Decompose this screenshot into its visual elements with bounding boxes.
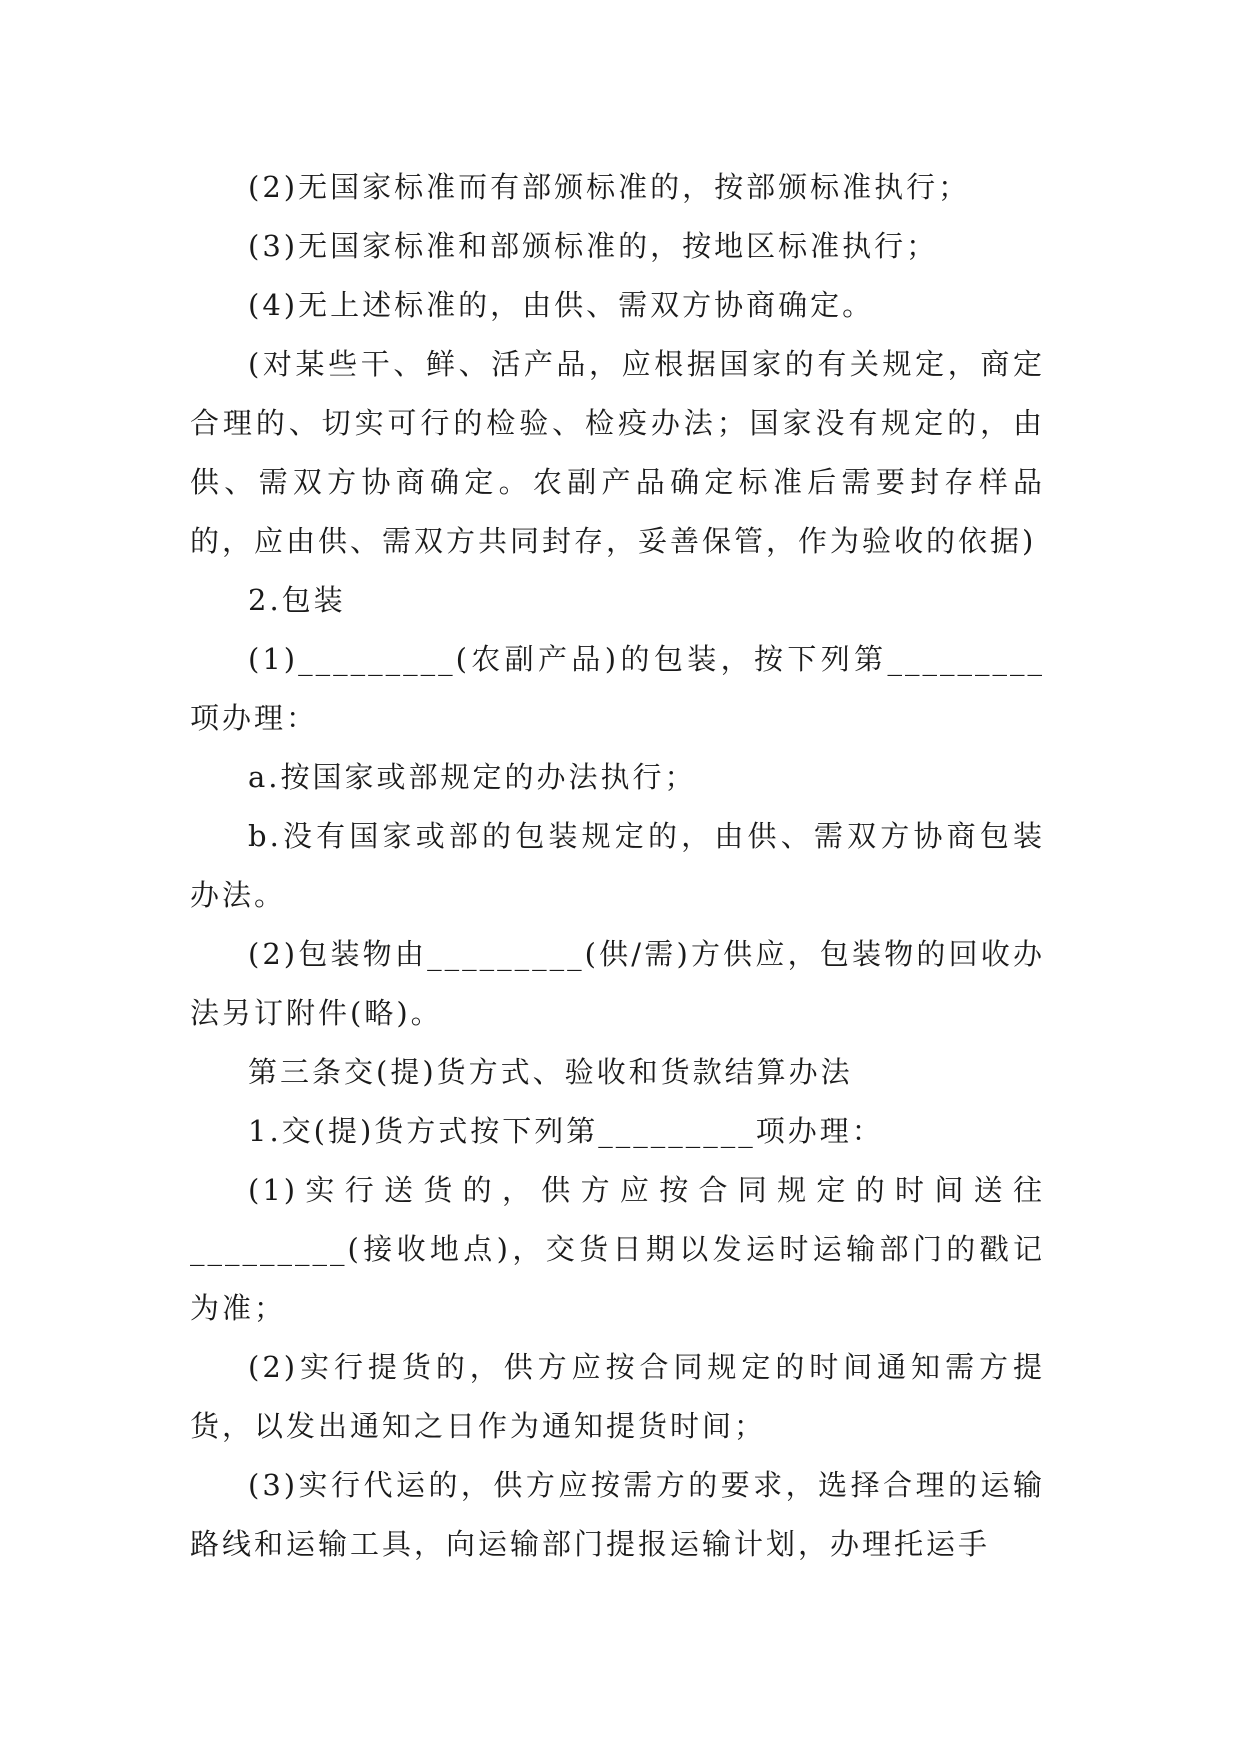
clause-pickup-by-buyer: (2)实行提货的，供方应按合同规定的时间通知需方提货，以发出通知之日作为通知提货时间； <box>190 1350 1045 1443</box>
clause-packaging-method: (1)_________(农副产品)的包装，按下列第_________项办理： <box>190 642 1045 735</box>
clause-no-standard: (4)无上述标准的，由供、需双方协商确定。 <box>248 288 875 322</box>
clause-fresh-products-note: (对某些干、鲜、活产品，应根据国家的有关规定，商定合理的、切实可行的检验、检疫办法；国家没有规定的，由供、需双方协商确定。农副产品确定标准后需要封存样品的，应由供、需双方共同封存，妥善保管，作为验收的依据) <box>190 347 1045 558</box>
clause-delivery-method: 1.交(提)货方式按下列第_________项办理： <box>248 1114 884 1148</box>
section-packaging-heading: 2.包装 <box>248 583 346 617</box>
document-body <box>190 158 1045 1574</box>
clause-delivery-by-supplier: (1)实行送货的，供方应按合同规定的时间送往_________(接收地点)，交货日期以发运时运输部门的戳记为准； <box>190 1173 1045 1325</box>
article-three-heading: 第三条交(提)货方式、验收和货款结算办法 <box>248 1055 853 1089</box>
clause-ministry-standard-absent: (3)无国家标准和部颁标准的，按地区标准执行； <box>248 229 939 263</box>
clause-agency-shipping: (3)实行代运的，供方应按需方的要求，选择合理的运输路线和运输工具，向运输部门提报运输计划，办理托运手 <box>190 1468 1045 1561</box>
clause-packaging-option-a: a.按国家或部规定的办法执行； <box>248 760 697 794</box>
clause-packaging-option-b: b.没有国家或部的包装规定的，由供、需双方协商包装办法。 <box>190 819 1045 912</box>
clause-national-standard-absent: (2)无国家标准而有部颁标准的，按部颁标准执行； <box>248 170 971 204</box>
clause-packaging-supply: (2)包装物由_________(供/需)方供应，包装物的回收办法另订附件(略)。 <box>190 937 1045 1030</box>
